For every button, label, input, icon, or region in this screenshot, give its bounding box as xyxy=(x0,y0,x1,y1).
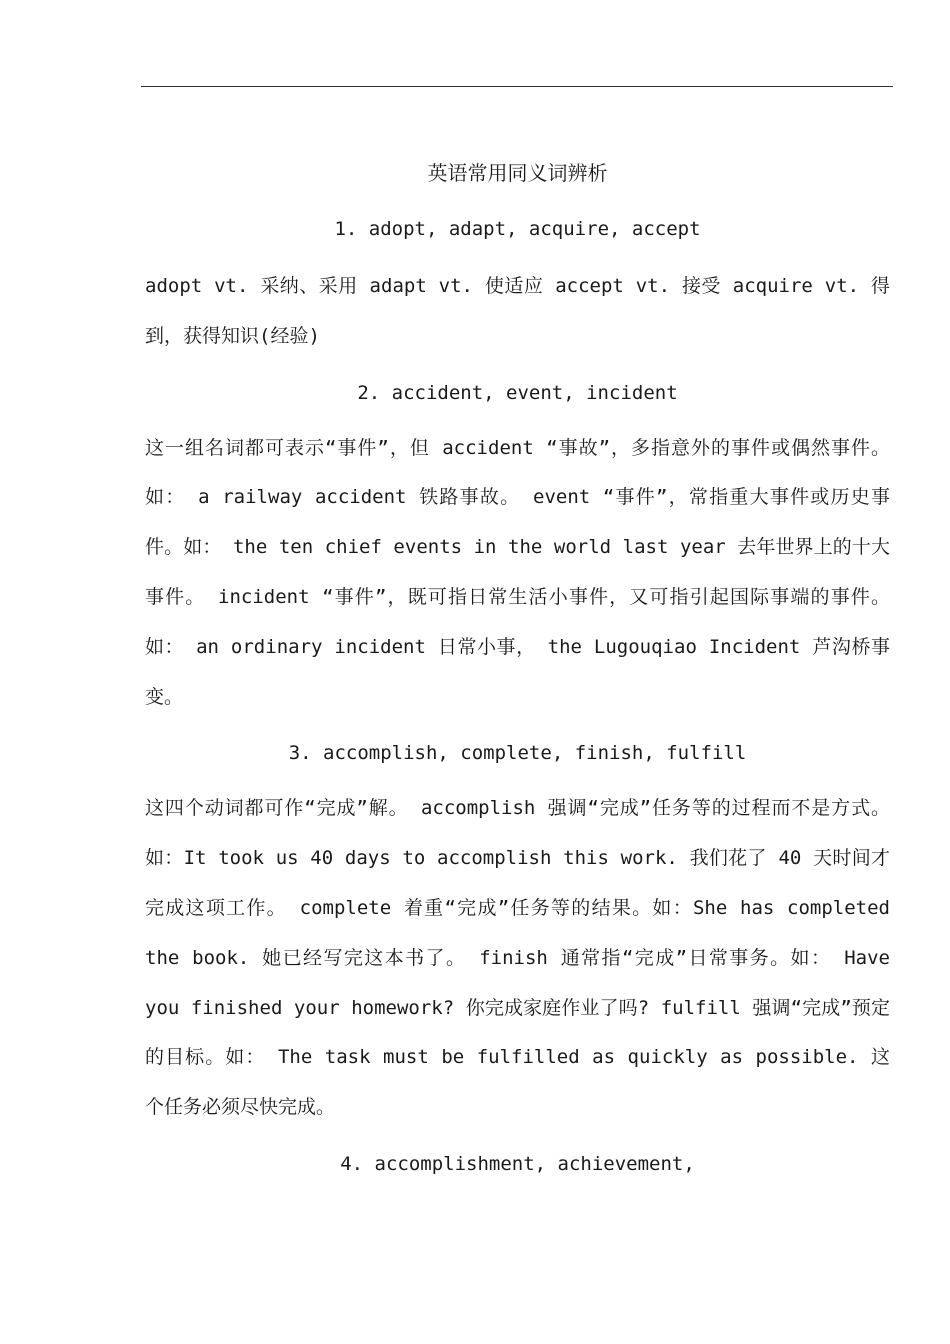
header-rule xyxy=(141,86,893,87)
section-paragraph: adopt vt. 采纳、采用 adapt vt. 使适应 accept vt. 接受 acquire vt. 得到，获得知识(经验) xyxy=(145,275,890,347)
section-paragraph: 这一组名词都可表示“事件”，但 accident “事故”，多指意外的事件或偶然事件。如： a railway accident 铁路事故。 event “事件”，常指重大事件或历史事件。如： the ten chief events in the world last year 去年世界上的十大事件。 incident “事件”，既可指日常生活小事件，又可指引起国际事端的事件。如： an ordinary incident 日常小事， the Lugouqiao Incident 芦沟桥事变。 xyxy=(145,436,890,708)
section-heading: 3. accomplish, complete, finish, fulfill xyxy=(288,742,747,765)
section-1 xyxy=(145,204,890,362)
document-body xyxy=(145,150,890,1189)
section-4 xyxy=(145,1139,890,1189)
section-heading: 1. adopt, adapt, acquire, accept xyxy=(334,218,701,240)
document-title: 英语常用同义词辨析 xyxy=(427,161,608,185)
section-heading: 2. accident, event, incident xyxy=(357,381,678,404)
section-paragraph: 这四个动词都可作“完成”解。 accomplish 强调“完成”任务等的过程而不是方式。如：It took us 40 days to accomplish this work. 我们花了 40 天时间才完成这项工作。 complete 着重“完成”任务等的结果。如：She has completed the book. 她已经写完这本书了。 finish 通常指“完成”日常事务。如： Have you finished your homework? 你完成家庭作业了吗? fulfill 强调“完成”预定的目标。如： The task must be fulfilled as quickly as possible. 这个任务必须尽快完成。 xyxy=(145,797,890,1119)
section-3 xyxy=(145,728,890,1133)
section-heading: 4. accomplishment, achievement, xyxy=(340,1152,695,1175)
section-2 xyxy=(145,368,890,723)
